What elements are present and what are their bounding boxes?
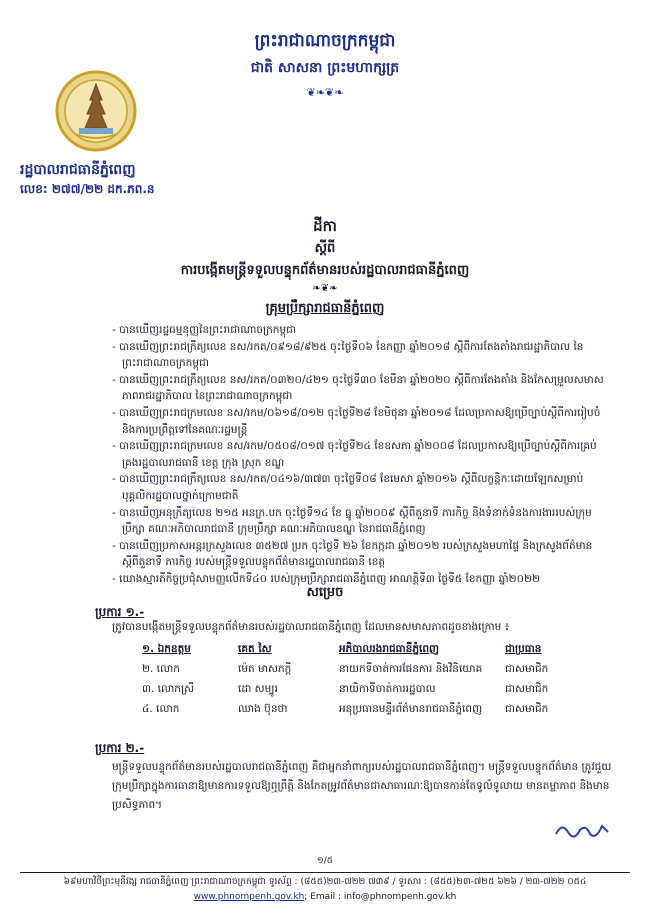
member-role: ជាសមាជិក	[505, 662, 549, 675]
footer-address: ៦៩មហាវិថីព្រះមុនីវង្ស រាជធានីភ្នំពេញ ព្រះរាជាណាចក្រកម្ពុជា ទូរស័ព្ទ : (៨៥៥)២៣-៧២២ ៧៣៩ / ទូរសារ : (៨៥៥)២៣-៧២៥ ៦២៦ / ២៣-៧២២ ០៥៤	[63, 877, 587, 887]
member-title: ១. ឯកឧត្តម	[142, 642, 191, 655]
motto-ornament: ❦❧❦❧	[306, 86, 344, 99]
recital-item: - បានឃើញព្រះរាជក្រឹត្យលេខ នស/រកត/០៤១៦/៣៧៣ ចុះថ្ងៃទី០៨ ខែមេសា ឆ្នាំ២០១៦ ស្តីពីលក្ខន្តិកៈដោយឡែកសម្រាប់បុគ្គលិករដ្ឋបាលថ្នាក់ក្រោមជាតិ	[112, 473, 584, 502]
national-motto: ជាតិ សាសនា ព្រះមហាក្សត្រ	[250, 60, 400, 76]
table-row	[142, 680, 554, 700]
member-position: នាយកទីចាត់ការផែនការ និងវិនិយោគ	[339, 662, 483, 675]
footer-contact: www.phnompenh.gov.kh; Email : info@phnompenh.gov.kh	[193, 892, 457, 902]
member-title: ២. លោក	[142, 662, 180, 675]
recital-item: - យោងស្មារតីកិច្ចប្រជុំសាមញ្ញលើកទី៤០ របស់ក្រុមប្រឹក្សារាជធានីភ្នំពេញ អាណត្តិទី៣ ថ្ងៃទី៥ ខែកញ្ញា ឆ្នាំ២០២២	[112, 572, 540, 585]
member-position: អនុប្រធានមន្ទីរព័ត៌មានរាជធានីភ្នំពេញ	[339, 702, 483, 715]
members-header-row	[142, 640, 554, 660]
table-row	[142, 660, 554, 680]
members-table	[142, 640, 554, 720]
recital-item: - បានឃើញព្រះរាជក្រមលេខ នស/រកម/០៥០៨/០១៧ ចុះថ្ងៃទី២៤ ខែឧសភា ឆ្នាំ២០០៨ ដែលប្រកាសឱ្យប្រើច្បាប់ស្តីពីការគ្រប់គ្រងរដ្ឋបាលរាជធានី ខេត្ត ក្រុង ស្រុក ខណ្ឌ	[112, 440, 597, 469]
article-2-title: ប្រការ ២.-	[95, 741, 145, 755]
footer-divider	[20, 872, 630, 873]
member-title: ៣. លោកស្រី	[142, 682, 195, 695]
member-position: អភិបាលរងរាជធានីភ្នំពេញ	[339, 642, 439, 655]
article-1-text: ត្រូវបានបង្កើតមន្ត្រីទទួលបន្ទុកព័ត៌មានរបស់រដ្ឋបាលរាជធានីភ្នំពេញ ដែលមានសមាសភាពដូចខាងក្រោម ៖	[112, 621, 510, 633]
website-link[interactable]: www.phnompenh.gov.kh	[193, 892, 305, 902]
recital-item: - បានឃើញប្រកាសអន្តរក្រសួងលេខ ៣៥២៧ ប្រក ចុះថ្ងៃទី ២៦ ខែកក្កដា ឆ្នាំ២០១២ របស់ក្រសួងមហាផ្ទៃ និងក្រសួងព័ត៌មាន ស្តីពីតួនាទី ភារកិច្ច របស់មន្ត្រីទទួលបន្ទុកព័ត៌មានរដ្ឋបាលរាជធានី ខេត្ត	[112, 539, 593, 569]
decides-heading: សម្រេច	[306, 585, 344, 600]
kingdom-title: ព្រះរាជាណាចក្រកម្ពុជា	[254, 31, 396, 51]
recitals-list	[112, 322, 612, 588]
page-number: ១/៥	[316, 856, 334, 866]
recital-item: - បានឃើញព្រះរាជក្រឹត្យលេខ នស/រកត/០៩១៨/៩២៥ ចុះថ្ងៃទី០៦ ខែកញ្ញា ឆ្នាំ២០១៨ ស្តីពីការតែងតាំងរាជរដ្ឋាភិបាល នៃព្រះរាជាណាចក្រកម្ពុជា	[112, 340, 584, 370]
table-row	[142, 700, 554, 720]
member-title: ៤. លោក	[142, 702, 180, 715]
organization-name: រដ្ឋបាលរាជធានីភ្នំពេញ	[20, 162, 136, 178]
recital-item: - បានឃើញអនុក្រឹត្យលេខ ២១៥ អនក្រ.បក ចុះថ្ងៃទី១៤ ខែ ធ្នូ ឆ្នាំ២០០៩ ស្តីពីតួនាទី ភារកិច្ច និងទំនាក់ទំនងការងាររបស់ក្រុមប្រឹក្សា គណៈអភិបាលរាជធានី ក្រុមប្រឹក្សា គណៈអភិបាលខណ្ឌ នៃរាជធានីភ្នំពេញ	[112, 506, 592, 536]
member-role: ជាប្រធាន	[505, 642, 542, 655]
member-name: គេត សៃ	[238, 642, 272, 655]
council-heading: គ្រុមប្រឹក្សារាជធានីភ្នំពេញ	[265, 301, 385, 316]
member-name: ម៉េត មាសភក្តី	[238, 662, 292, 675]
title-ornament: ❧❦❧	[312, 283, 338, 294]
email-link[interactable]: Email : info@phnompenh.gov.kh	[310, 892, 457, 902]
member-position: នាយិកាទីចាត់ការរដ្ឋបាល	[339, 682, 436, 695]
recital-item: - បានឃើញរដ្ឋធម្មនុញ្ញនៃព្រះរាជាណាចក្រកម្ពុជា	[112, 324, 297, 336]
seal-emblem-icon	[55, 70, 137, 152]
recital-item: - បានឃើញព្រះរាជក្រឹត្យលេខ នស/រកត/០៣២០/៤២១ ចុះថ្ងៃទី៣០ ខែមីនា ឆ្នាំ២០២០ ស្តីពីការតែងតាំង និងកែសម្រួលសមាសភាពរាជរដ្ឋាភិបាល នៃព្រះរាជាណាចក្រកម្ពុជា	[112, 373, 604, 403]
member-name: ដោ សម្បូរ	[238, 682, 278, 695]
document-about: ស្តីពី	[314, 241, 336, 256]
member-role: ជាសមាជិក	[505, 682, 549, 695]
document-subject: ការបង្កើតមន្ត្រីទទួលបន្ទុកព័ត៌មានរបស់រដ្ឋបាលរាជធានីភ្នំពេញ	[180, 263, 470, 278]
article-1-title: ប្រការ ១.-	[95, 605, 145, 619]
member-role: ជាសមាជិក	[505, 702, 549, 715]
recital-item: - បានឃើញព្រះរាជក្រមលេខ នស/រកម/០៦១៨/០១២ ចុះថ្ងៃទី២៨ ខែមិថុនា ឆ្នាំ២០១៨ ដែលប្រកាសឱ្យប្រើច្បាប់ស្តីពីការរៀបចំ និងការប្រព្រឹត្តទៅនៃគណៈរដ្ឋមន្ត្រី	[112, 406, 601, 436]
document-type: ដីកា	[313, 217, 337, 235]
initials-signature-icon	[552, 818, 612, 842]
reference-number: លេខ: ២៧៧/២២ ដក.ភព.ន	[20, 182, 155, 196]
article-2-text: មន្ត្រីទទួលបន្ទុកព័ត៌មានរបស់រដ្ឋបាលរាជធានីភ្នំពេញ គឺជាអ្នកនាំពាក្យរបស់រដ្ឋបាលរាជធានីភ្នំពេញ។ មន្ត្រីទទួលបន្ទុកព័ត៌មាន ត្រូវជួយក្រុមប្រឹក្សាក្នុងការធានាឱ្យមានការទទួលឱ្យឮព្រឹត្តិ និងកែតម្រូវព័ត៌មានជាសាធារណៈឱ្យបានកាន់តែទូលំទូលាយ មានតម្លាភាព និងមានប្រសិទ្ធភាព។	[112, 761, 612, 811]
member-name: ឈាង ប៊ុនថា	[238, 702, 288, 715]
